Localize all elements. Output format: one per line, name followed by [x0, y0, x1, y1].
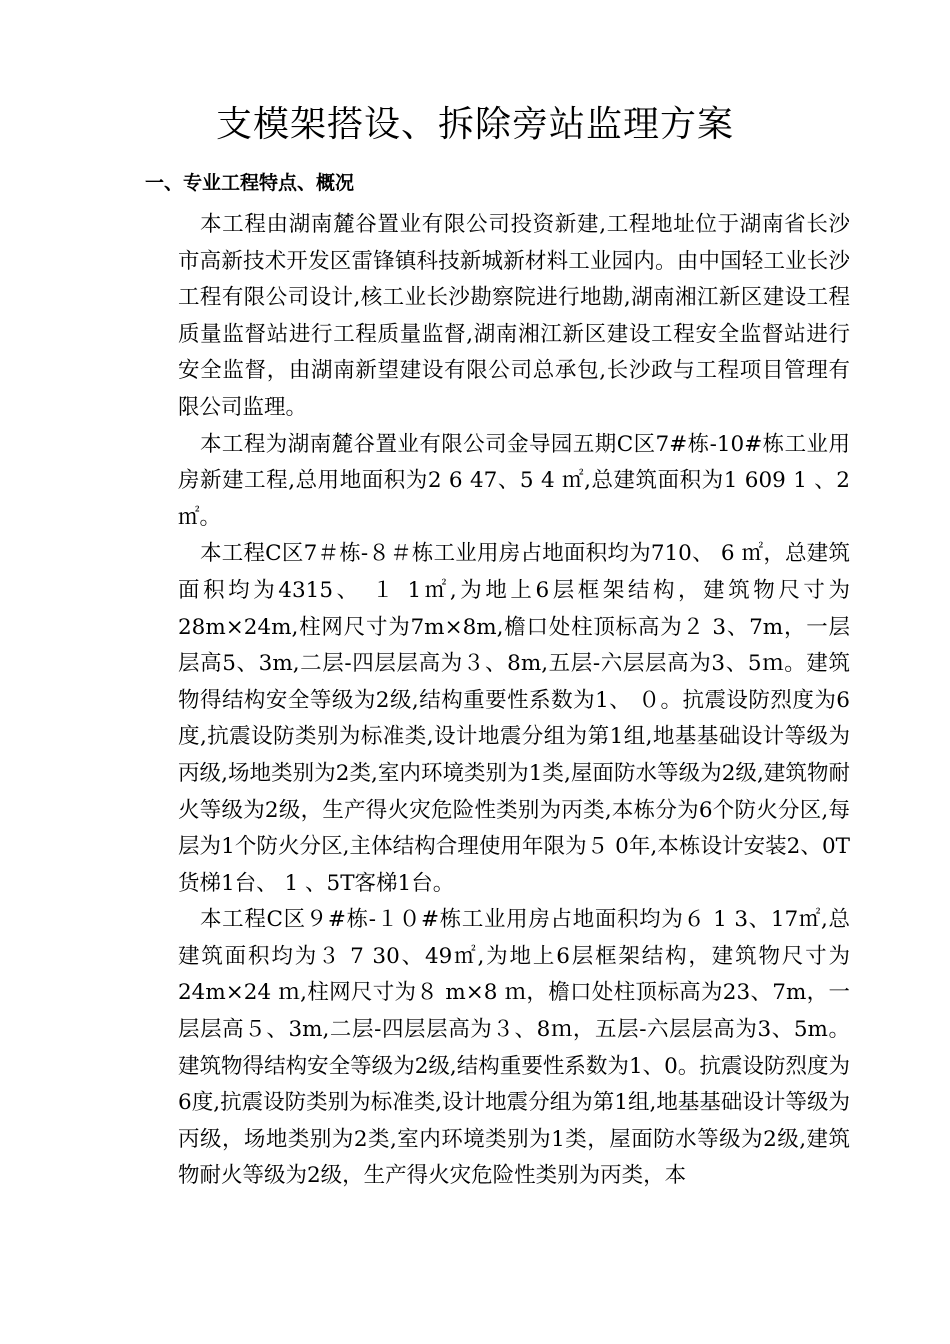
document-body [178, 207, 850, 1195]
document-title: 支模架搭设、拆除旁站监理方案 [215, 104, 734, 145]
section-heading: 一、专业工程特点、概况 [145, 172, 355, 194]
paragraph-buildings-9-10: 本工程C区９#栋-１０#栋工业用房占地面积均为６ 1 3、17㎡,总建筑面积均为３ 7 30、49㎡,为地上6层框架结构，建筑物尺寸为24m×24 ｍ,柱网尺寸为８ m×8 ｍ，檐口处柱顶标高为23、7m，一层层高５、3m,二层-四层层高为３、8ｍ，五层-六层层高为3、5m。建筑物得结构安全等级为2级,结构重要性系数为1、0。抗震设防烈度为6度,抗震设防类别为标准类,设计地震分组为第1组,地基基础设计等级为丙级，场地类别为2类,室内环境类别为1类，屋面防水等级为2级,建筑物耐火等级为2级，生产得火灾危险性类别为丙类，本 [178, 907, 850, 1189]
paragraph-project-area: 本工程为湖南麓谷置业有限公司金导园五期C区7#栋-10#栋工业用房新建工程,总用地面积为2 6 47、5 4 ㎡,总建筑面积为1 609 1 、2㎡。 [178, 431, 850, 530]
paragraph-buildings-7-8: 本工程C区7＃栋-８＃栋工业用房占地面积均为710、 6 ㎡，总建筑面积均为4315、 １ 1㎡,为地上6层框架结构，建筑物尺寸为28m×24m,柱网尺寸为7m×8m,檐口处柱顶标高为２ 3、7m，一层层高5、3m,二层-四层层高为３、8m,五层-六层层高为3、5ｍ。建筑物得结构安全等级为2级,结构重要性系数为1、 ０。抗震设防烈度为6度,抗震设防类别为标准类,设计地震分组为第1组,地基基础设计等级为丙级,场地类别为2类,室内环境类别为1类,屋面防水等级为2级,建筑物耐火等级为2级，生产得火灾危险性类别为丙类,本栋分为6个防火分区,每层为1个防火分区,主体结构合理使用年限为５ 0年,本栋设计安装2、0T货梯1台、 1 、5T客梯1台。 [178, 541, 850, 896]
paragraph-project-overview: 本工程由湖南麓谷置业有限公司投资新建,工程地址位于湖南省长沙市高新技术开发区雷锋镇科技新城新材料工业园内。由中国轻工业长沙工程有限公司设计,核工业长沙勘察院进行地勘,湖南湘江新区建设工程质量监督站进行工程质量监督,湖南湘江新区建设工程安全监督站进行安全监督，由湖南新望建设有限公司总承包,长沙政与工程项目管理有限公司监理。 [178, 212, 850, 420]
